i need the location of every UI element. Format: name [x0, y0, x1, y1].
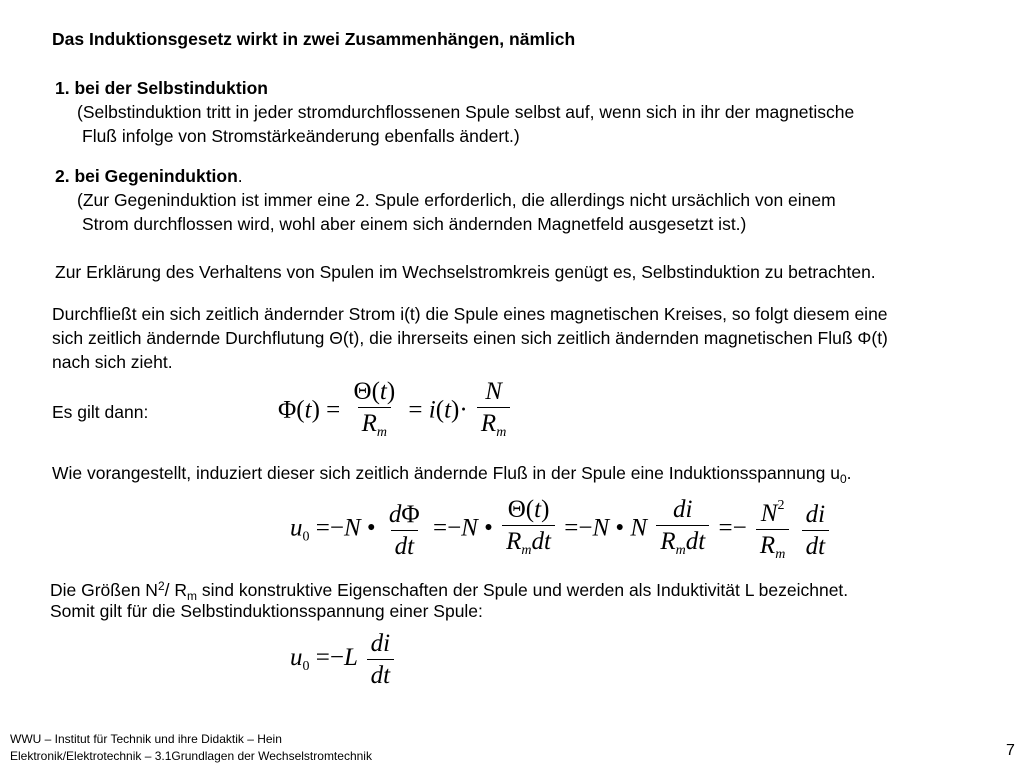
item2-line1: (Zur Gegeninduktion ist immer eine 2. Spule erforderlich, die allerdings nicht ursächlich von einem: [77, 190, 836, 210]
page-heading: Das Induktionsgesetz wirkt in zwei Zusammenhängen, nämlich: [52, 29, 576, 49]
para-induced: Wie vorangestellt, induziert dieser sich zeitlich ändernde Fluß in der Spule eine Induktionsspannung $u_0$.: [52, 463, 852, 486]
frac-n2-over-rm: $\frac{N^2}{R_m}$: [756, 492, 789, 568]
page-number: 7: [1006, 742, 1015, 759]
equation-self-inductance: $u_0 =-L$ $\frac{di}{dt}$: [290, 630, 397, 689]
equation-induced-voltage: $u_0 =-N$ • $\frac{d\Phi}{dt}$ =−N • $\frac{\Theta(t)}{R_mdt}$ =−N • N $\frac{di}{R_mdt}$ =− $\frac{N^2}{R_m}$ $\frac{di}{dt}$: [290, 492, 832, 568]
item2-line2: Strom durchflossen wird, wohl aber einem sich ändernden Magnetfeld ausgesetzt ist.): [82, 214, 747, 234]
footer-line2: Elektronik/Elektrotechnik – 3.1Grundlagen der Wechselstromtechnik: [10, 749, 372, 763]
frac-theta-over-rm: $\frac{\Theta(t)}{R_m}$: [350, 378, 400, 446]
item1-title: 1. bei der Selbstinduktion: [55, 78, 268, 98]
para-flow-line3: nach sich zieht.: [52, 352, 173, 372]
frac-di-over-dt-final: $\frac{di}{dt}$: [367, 630, 394, 689]
es-gilt-label: Es gilt dann:: [52, 402, 149, 422]
frac-theta-over-rmdt: $\frac{\Theta(t)}{R_mdt}$: [502, 496, 555, 564]
frac-di-over-rmdt: $\frac{di}{R_mdt}$: [656, 496, 709, 564]
para-explain: Zur Erklärung des Verhaltens von Spulen im Wechselstromkreis genügt es, Selbstinduktion zu betrachten.: [55, 262, 876, 282]
para-quantities-line2: Somit gilt für die Selbstinduktionsspannung einer Spule:: [50, 601, 483, 621]
para-flow-line2: sich zeitlich ändernde Durchflutung Θ(t), die ihrerseits einen sich zeitlich ändernden magnetischen Fluß Φ(t): [52, 328, 888, 348]
item2-title: 2. bei Gegeninduktion: [55, 166, 238, 186]
para-quantities-line1: Die Größen $N^2/$ $R_m$ sind konstruktive Eigenschaften der Spule und werden als Induktivität L bezeichnet.: [50, 579, 849, 603]
item2-title-row: [55, 164, 243, 188]
item1-line1: (Selbstinduktion tritt in jeder stromdurchflossenen Spule selbst auf, wenn sich in ihr der magnetische: [77, 102, 855, 122]
footer-line1: WWU – Institut für Technik und ihre Didaktik – Hein: [10, 732, 282, 746]
item2-title-suffix: .: [237, 166, 243, 186]
frac-dphi-over-dt: $\frac{d\Phi}{dt}$: [388, 500, 420, 560]
frac-di-over-dt: $\frac{di}{dt}$: [802, 501, 829, 560]
para-flow-line1: Durchfließt ein sich zeitlich ändernder Strom i(t) die Spule eines magnetischen Kreises, so folgt diesem eine: [52, 304, 888, 324]
frac-n-over-rm: $\frac{N}{R_m}$: [477, 378, 510, 446]
equation-flux: Φ(t) = $\frac{\Theta(t)}{R_m}$ = i(t)· $\frac{N}{R_m}$: [278, 378, 513, 446]
item1-line2: Fluß infolge von Stromstärkeänderung ebenfalls ändert.): [82, 126, 520, 146]
